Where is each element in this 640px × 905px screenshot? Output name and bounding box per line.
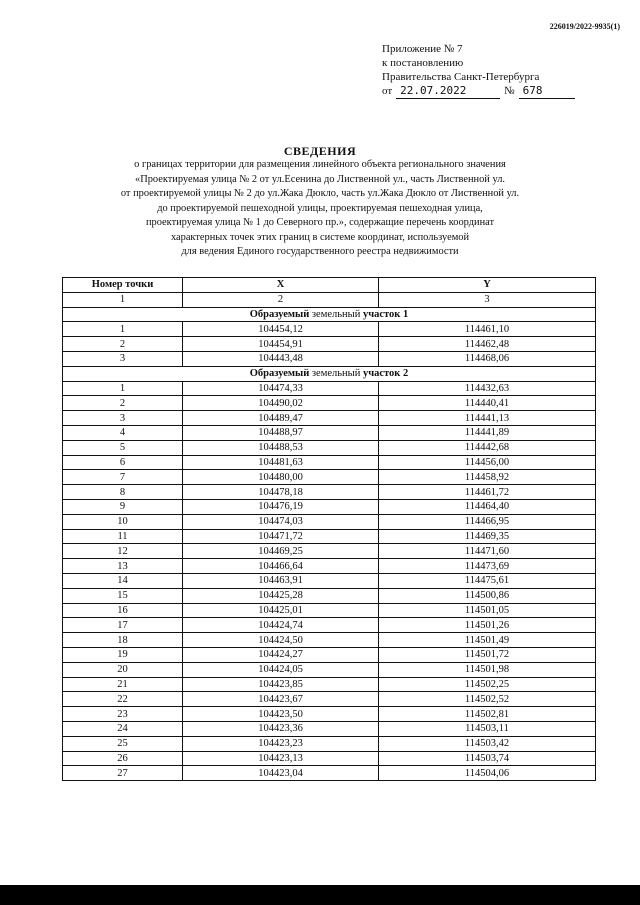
date-prefix: от bbox=[382, 85, 393, 97]
y-coordinate-cell: 114464,40 bbox=[379, 499, 596, 514]
table-row bbox=[63, 692, 596, 707]
point-number-cell: 24 bbox=[63, 721, 183, 736]
section-title-part: земельный bbox=[311, 368, 361, 380]
document-subtitle bbox=[50, 158, 590, 260]
header-number-3: 3 bbox=[379, 292, 596, 307]
table-row bbox=[63, 485, 596, 500]
point-number-cell: 13 bbox=[63, 559, 183, 574]
y-coordinate-cell: 114501,72 bbox=[379, 647, 596, 662]
y-coordinate-cell: 114440,41 bbox=[379, 396, 596, 411]
y-coordinate-cell: 114503,11 bbox=[379, 721, 596, 736]
x-coordinate-cell: 104480,00 bbox=[183, 470, 379, 485]
table-row bbox=[63, 751, 596, 766]
point-number-cell: 6 bbox=[63, 455, 183, 470]
subtitle-line: для ведения Единого государственного реестра недвижимости bbox=[181, 246, 459, 257]
y-coordinate-cell: 114500,86 bbox=[379, 588, 596, 603]
y-coordinate-cell: 114502,25 bbox=[379, 677, 596, 692]
table-row bbox=[63, 425, 596, 440]
y-coordinate-cell: 114462,48 bbox=[379, 337, 596, 352]
point-number-cell: 15 bbox=[63, 588, 183, 603]
x-coordinate-cell: 104476,19 bbox=[183, 499, 379, 514]
document-number: 226019/2022-9935(1) bbox=[549, 22, 620, 31]
y-coordinate-cell: 114503,74 bbox=[379, 751, 596, 766]
x-coordinate-cell: 104423,67 bbox=[183, 692, 379, 707]
table-row bbox=[63, 455, 596, 470]
y-coordinate-cell: 114469,35 bbox=[379, 529, 596, 544]
y-coordinate-cell: 114504,06 bbox=[379, 766, 596, 781]
x-coordinate-cell: 104423,85 bbox=[183, 677, 379, 692]
table-row bbox=[63, 736, 596, 751]
point-number-cell: 11 bbox=[63, 529, 183, 544]
x-coordinate-cell: 104471,72 bbox=[183, 529, 379, 544]
point-number-cell: 18 bbox=[63, 633, 183, 648]
scan-bottom-edge bbox=[0, 885, 640, 905]
y-coordinate-cell: 114501,98 bbox=[379, 662, 596, 677]
table-row bbox=[63, 603, 596, 618]
x-coordinate-cell: 104463,91 bbox=[183, 573, 379, 588]
appendix-date-line bbox=[382, 84, 575, 99]
header-point-number: Номер точки bbox=[63, 278, 183, 293]
x-coordinate-cell: 104423,23 bbox=[183, 736, 379, 751]
point-number-cell: 20 bbox=[63, 662, 183, 677]
section-title-part: земельный bbox=[311, 308, 361, 320]
x-coordinate-cell: 104488,53 bbox=[183, 440, 379, 455]
x-coordinate-cell: 104425,01 bbox=[183, 603, 379, 618]
table-row bbox=[63, 677, 596, 692]
y-coordinate-cell: 114432,63 bbox=[379, 381, 596, 396]
x-coordinate-cell: 104425,28 bbox=[183, 588, 379, 603]
table-row bbox=[63, 322, 596, 337]
table-row bbox=[63, 351, 596, 366]
resolution-date: 22.07.2022 bbox=[396, 84, 500, 99]
point-number-cell: 14 bbox=[63, 573, 183, 588]
point-number-cell: 21 bbox=[63, 677, 183, 692]
x-coordinate-cell: 104488,97 bbox=[183, 425, 379, 440]
subtitle-line: проектируемая улица № 1 до Северного пр.», содержащие перечень координат bbox=[145, 217, 495, 228]
number-prefix: № bbox=[504, 85, 515, 97]
point-number-cell: 1 bbox=[63, 381, 183, 396]
x-coordinate-cell: 104469,25 bbox=[183, 544, 379, 559]
section-title-part: Образуемый bbox=[249, 308, 310, 320]
table-header-numbers-row bbox=[63, 292, 596, 307]
point-number-cell: 5 bbox=[63, 440, 183, 455]
point-number-cell: 26 bbox=[63, 751, 183, 766]
section-header-row bbox=[63, 307, 596, 322]
subtitle-line: о границах территории для размещения линейного объекта регионального значения bbox=[134, 159, 506, 170]
y-coordinate-cell: 114461,10 bbox=[379, 322, 596, 337]
y-coordinate-cell: 114466,95 bbox=[379, 514, 596, 529]
x-coordinate-cell: 104454,12 bbox=[183, 322, 379, 337]
document-title: СВЕДЕНИЯ bbox=[283, 144, 357, 158]
section-title-part: Образуемый bbox=[249, 368, 310, 380]
y-coordinate-cell: 114473,69 bbox=[379, 559, 596, 574]
point-number-cell: 8 bbox=[63, 485, 183, 500]
x-coordinate-cell: 104424,50 bbox=[183, 633, 379, 648]
header-number-2: 2 bbox=[183, 292, 379, 307]
section-title-part: участок 2 bbox=[362, 368, 409, 380]
appendix-line-1: Приложение № 7 bbox=[382, 43, 463, 55]
point-number-cell: 3 bbox=[63, 411, 183, 426]
header-number-1: 1 bbox=[63, 292, 183, 307]
table-row bbox=[63, 633, 596, 648]
y-coordinate-cell: 114502,52 bbox=[379, 692, 596, 707]
y-coordinate-cell: 114461,72 bbox=[379, 485, 596, 500]
y-coordinate-cell: 114441,89 bbox=[379, 425, 596, 440]
y-coordinate-cell: 114502,81 bbox=[379, 707, 596, 722]
point-number-cell: 22 bbox=[63, 692, 183, 707]
table-row bbox=[63, 647, 596, 662]
table-row bbox=[63, 514, 596, 529]
x-coordinate-cell: 104424,05 bbox=[183, 662, 379, 677]
section-title bbox=[63, 307, 596, 322]
x-coordinate-cell: 104481,63 bbox=[183, 455, 379, 470]
table-row bbox=[63, 766, 596, 781]
table-row bbox=[63, 588, 596, 603]
table-row bbox=[63, 559, 596, 574]
table-row bbox=[63, 381, 596, 396]
x-coordinate-cell: 104423,04 bbox=[183, 766, 379, 781]
y-coordinate-cell: 114456,00 bbox=[379, 455, 596, 470]
table-row bbox=[63, 470, 596, 485]
table-row bbox=[63, 544, 596, 559]
y-coordinate-cell: 114441,13 bbox=[379, 411, 596, 426]
point-number-cell: 10 bbox=[63, 514, 183, 529]
x-coordinate-cell: 104423,13 bbox=[183, 751, 379, 766]
y-coordinate-cell: 114475,61 bbox=[379, 573, 596, 588]
point-number-cell: 17 bbox=[63, 618, 183, 633]
subtitle-line: «Проектируемая улица № 2 от ул.Есенина до Лиственной ул., часть Лиственной ул. bbox=[135, 173, 505, 185]
table-row bbox=[63, 499, 596, 514]
table-header-row bbox=[63, 278, 596, 293]
x-coordinate-cell: 104423,36 bbox=[183, 721, 379, 736]
point-number-cell: 23 bbox=[63, 707, 183, 722]
appendix-line-2: к постановлению bbox=[382, 57, 464, 69]
x-coordinate-cell: 104474,33 bbox=[183, 381, 379, 396]
point-number-cell: 4 bbox=[63, 425, 183, 440]
table-row bbox=[63, 411, 596, 426]
table-row bbox=[63, 337, 596, 352]
y-coordinate-cell: 114468,06 bbox=[379, 351, 596, 366]
point-number-cell: 2 bbox=[63, 396, 183, 411]
subtitle-line: до проектируемой пешеходной улицы, проектируемая пешеходная улица, bbox=[157, 202, 483, 214]
coordinates-table-body bbox=[63, 307, 596, 781]
header-y: Y bbox=[379, 278, 596, 293]
header-x: X bbox=[183, 278, 379, 293]
section-title bbox=[63, 366, 596, 381]
appendix-block bbox=[382, 42, 575, 99]
table-row bbox=[63, 573, 596, 588]
x-coordinate-cell: 104466,64 bbox=[183, 559, 379, 574]
point-number-cell: 1 bbox=[63, 322, 183, 337]
x-coordinate-cell: 104474,03 bbox=[183, 514, 379, 529]
point-number-cell: 7 bbox=[63, 470, 183, 485]
point-number-cell: 25 bbox=[63, 736, 183, 751]
y-coordinate-cell: 114501,26 bbox=[379, 618, 596, 633]
x-coordinate-cell: 104454,91 bbox=[183, 337, 379, 352]
table-row bbox=[63, 707, 596, 722]
point-number-cell: 16 bbox=[63, 603, 183, 618]
x-coordinate-cell: 104423,50 bbox=[183, 707, 379, 722]
table-row bbox=[63, 618, 596, 633]
y-coordinate-cell: 114501,49 bbox=[379, 633, 596, 648]
x-coordinate-cell: 104478,18 bbox=[183, 485, 379, 500]
y-coordinate-cell: 114471,60 bbox=[379, 544, 596, 559]
y-coordinate-cell: 114458,92 bbox=[379, 470, 596, 485]
table-row bbox=[63, 396, 596, 411]
table-row bbox=[63, 529, 596, 544]
table-row bbox=[63, 440, 596, 455]
point-number-cell: 2 bbox=[63, 337, 183, 352]
x-coordinate-cell: 104424,74 bbox=[183, 618, 379, 633]
point-number-cell: 19 bbox=[63, 647, 183, 662]
point-number-cell: 9 bbox=[63, 499, 183, 514]
point-number-cell: 3 bbox=[63, 351, 183, 366]
point-number-cell: 27 bbox=[63, 766, 183, 781]
x-coordinate-cell: 104443,48 bbox=[183, 351, 379, 366]
coordinates-table bbox=[62, 277, 596, 781]
x-coordinate-cell: 104424,27 bbox=[183, 647, 379, 662]
subtitle-line: от проектируемой улицы № 2 до ул.Жака Дюкло, часть ул.Жака Дюкло от Лиственной ул. bbox=[120, 188, 520, 199]
table-row bbox=[63, 662, 596, 677]
resolution-number: 678 bbox=[519, 84, 575, 99]
point-number-cell: 12 bbox=[63, 544, 183, 559]
section-title-part: участок 1 bbox=[362, 308, 409, 320]
y-coordinate-cell: 114503,42 bbox=[379, 736, 596, 751]
subtitle-line: характерных точек этих границ в системе координат, используемой bbox=[170, 231, 470, 243]
y-coordinate-cell: 114501,05 bbox=[379, 603, 596, 618]
table-row bbox=[63, 721, 596, 736]
section-header-row bbox=[63, 366, 596, 381]
x-coordinate-cell: 104490,02 bbox=[183, 396, 379, 411]
appendix-line-3: Правительства Санкт-Петербурга bbox=[382, 71, 540, 83]
y-coordinate-cell: 114442,68 bbox=[379, 440, 596, 455]
x-coordinate-cell: 104489,47 bbox=[183, 411, 379, 426]
